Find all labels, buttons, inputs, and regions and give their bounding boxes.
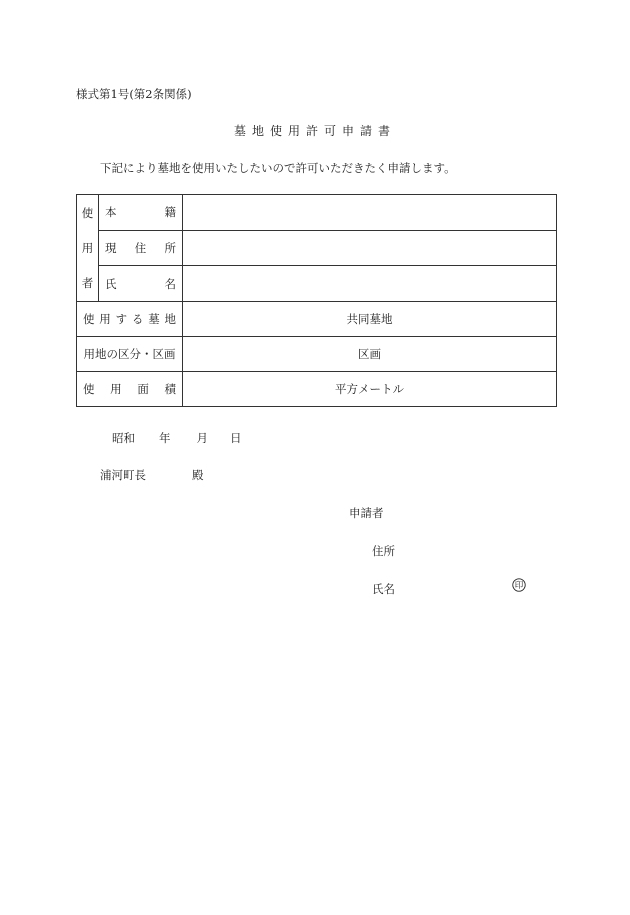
label-current-address bbox=[99, 230, 183, 266]
seal-icon bbox=[512, 578, 526, 592]
group-char: 者 bbox=[81, 276, 94, 291]
value-current-address[interactable] bbox=[183, 230, 557, 266]
form-number: 様式第1号(第2条関係) bbox=[76, 87, 192, 101]
value-cemetery: 共同墓地 bbox=[183, 302, 557, 337]
name-label: 氏名 bbox=[372, 582, 395, 596]
value-plot-division: 区画 bbox=[183, 337, 557, 372]
table-row-honseki bbox=[77, 195, 557, 231]
label-char: 使 bbox=[83, 382, 95, 396]
addressee-honorific: 殿 bbox=[192, 468, 204, 482]
table-row-cemetery bbox=[77, 302, 557, 337]
label-char: る bbox=[131, 312, 144, 326]
label-char: す bbox=[115, 312, 128, 326]
label-cemetery bbox=[77, 302, 183, 337]
addressee bbox=[100, 467, 204, 483]
seal-text: 印 bbox=[514, 581, 524, 592]
intro-text: 下記により墓地を使用いたしたいので許可いただきたく申請します。 bbox=[100, 161, 456, 175]
group-char: 用 bbox=[81, 240, 94, 255]
date-line bbox=[112, 430, 242, 446]
label-name bbox=[99, 266, 183, 302]
application-table bbox=[76, 194, 557, 407]
table-row-plot bbox=[77, 337, 557, 372]
label-char: 氏 bbox=[105, 276, 117, 291]
label-area bbox=[77, 372, 183, 407]
label-char: 籍 bbox=[164, 205, 176, 220]
date-month: 月 bbox=[196, 431, 208, 445]
label-plot-division: 用地の区分・区画 bbox=[77, 337, 183, 372]
date-day: 日 bbox=[230, 431, 242, 445]
label-char: 所 bbox=[164, 240, 176, 255]
value-honseki[interactable] bbox=[183, 195, 557, 231]
label-char: 本 bbox=[105, 205, 117, 220]
label-char: 現 bbox=[105, 240, 117, 255]
address-label: 住所 bbox=[372, 544, 395, 558]
applicant-group-label bbox=[77, 195, 99, 302]
label-char: 地 bbox=[164, 312, 176, 326]
value-area: 平方メートル bbox=[183, 372, 557, 407]
date-year: 年 bbox=[159, 431, 171, 445]
label-char: 積 bbox=[164, 382, 176, 396]
label-char: 住 bbox=[134, 240, 147, 255]
label-char: 使 bbox=[83, 312, 95, 326]
label-char: 用 bbox=[110, 382, 122, 396]
addressee-name: 浦河町長 bbox=[100, 468, 146, 482]
label-char: 名 bbox=[164, 276, 176, 291]
label-char: 墓 bbox=[148, 312, 160, 326]
table-row-name bbox=[77, 266, 557, 302]
label-char: 面 bbox=[137, 382, 149, 396]
group-char: 使 bbox=[81, 205, 94, 220]
table-row-area bbox=[77, 372, 557, 407]
document-title: 墓地使用許可申請書 bbox=[233, 124, 396, 138]
value-name[interactable] bbox=[183, 266, 557, 302]
table-row-address bbox=[77, 230, 557, 266]
label-honseki bbox=[99, 195, 183, 231]
date-era: 昭和 bbox=[112, 431, 135, 445]
applicant-label: 申請者 bbox=[349, 506, 384, 520]
label-char: 用 bbox=[99, 312, 111, 326]
